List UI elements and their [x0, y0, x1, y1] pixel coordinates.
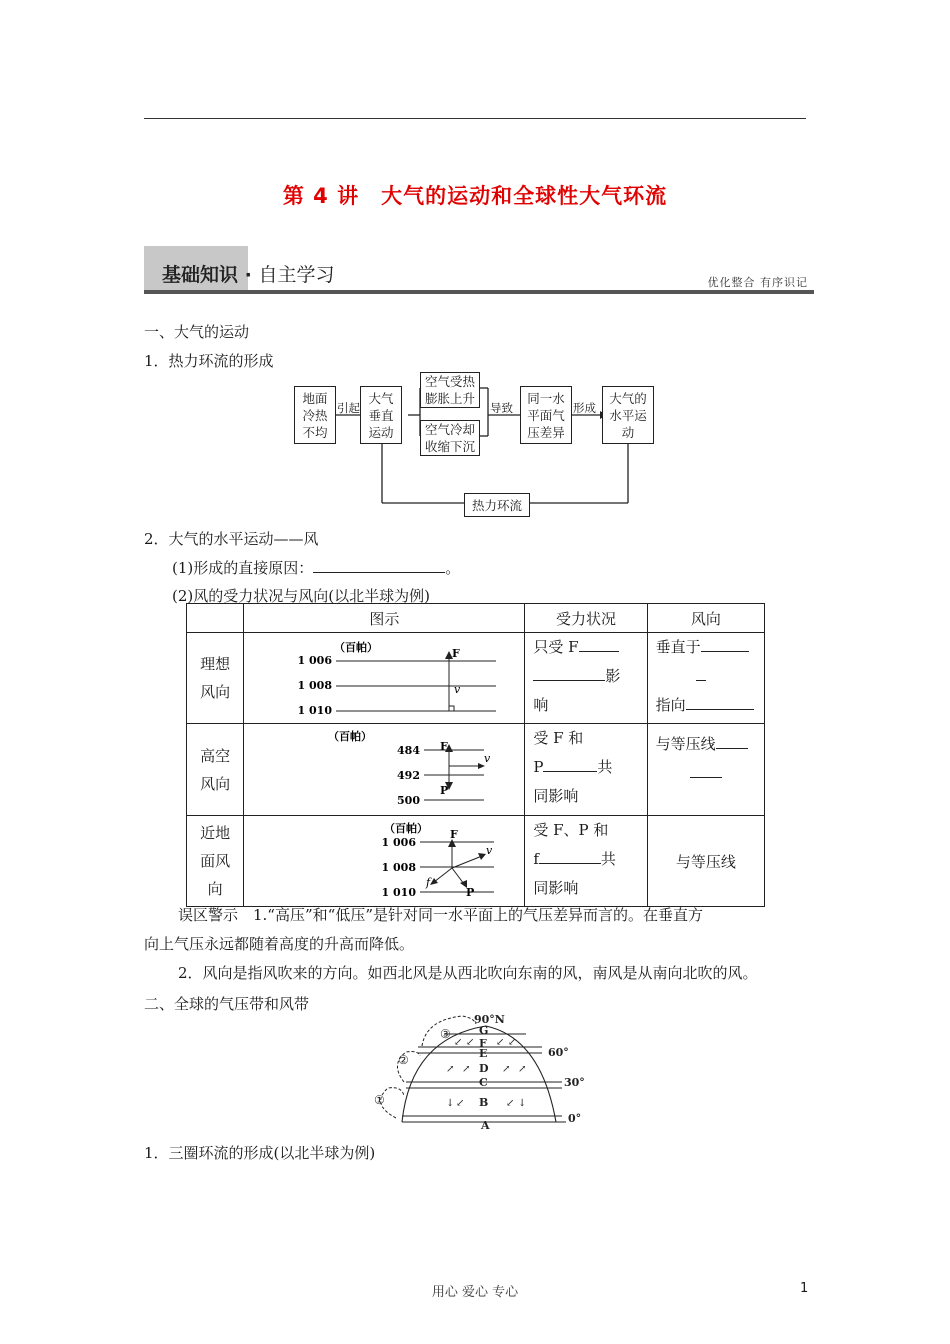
svg-text:↗: ↗ — [462, 1064, 471, 1075]
direct-cause-end: 。 — [445, 559, 461, 577]
svg-text:↙: ↙ — [456, 1098, 465, 1109]
warning-line-3: 2．风向是指风吹来的方向。如西北风是从西北吹向东南的风，南风是从南向北吹的风。 — [178, 964, 758, 982]
figure-upper-wind — [244, 724, 525, 816]
blank — [579, 637, 619, 652]
wind-force-table — [186, 603, 765, 907]
blank — [533, 666, 605, 681]
blank — [686, 695, 754, 710]
flow-box-pressure-difference: 同一水 平面气 压差异 — [520, 386, 572, 444]
fig3-label-v: v — [486, 844, 493, 857]
fig1-unit: （百帕） — [334, 641, 379, 654]
warning-line-2: 向上气压永远都随着高度的升高而降低。 — [144, 935, 415, 953]
banner-main: 基础知识 — [162, 264, 239, 286]
flow-label-lead: 导致 — [490, 401, 513, 415]
fig3-P-arrow — [452, 868, 464, 884]
fig3-v-head — [478, 853, 486, 860]
force-ideal-text3: 响 — [533, 696, 549, 714]
flow-label-form: 形成 — [573, 401, 596, 415]
flow-box-sink: 空气冷却 收缩下沉 — [420, 420, 480, 456]
row-surface-wind: 近地 面风 向 — [187, 816, 244, 907]
fig2-unit: （百帕） — [328, 730, 373, 743]
blank — [690, 763, 722, 778]
fig2-level-492: 492 — [397, 769, 421, 782]
direct-cause-label: (1)形成的直接原因： — [172, 559, 314, 577]
row-upper-wind: 高空 风向 — [187, 724, 244, 816]
flow-box-uneven-heating: 地面 冷热 不均 — [294, 386, 336, 444]
table-header-figure: 图示 — [244, 604, 525, 633]
flow-box-horizontal-motion: 大气的 水平运 动 — [602, 386, 654, 444]
fig3-unit: （百帕） — [384, 822, 429, 835]
svg-text:↙: ↙ — [496, 1037, 505, 1048]
fig2-label-F: F — [440, 740, 449, 753]
dir-ideal-text1: 垂直于 — [655, 638, 701, 656]
fig2-label-v: v — [484, 752, 491, 765]
force-upper-text3: 共 — [597, 758, 613, 776]
fig3-f-arrow — [434, 868, 452, 882]
warning-line-1: 误区警示 1.“高压”和“低压”是针对同一水平面上的气压差异而言的。在垂直方 — [178, 906, 703, 924]
row-ideal-wind: 理想 风向 — [187, 633, 244, 724]
svg-text:↙: ↙ — [466, 1037, 475, 1048]
figure-surface-wind — [244, 816, 525, 907]
svg-text:↓: ↓ — [446, 1098, 455, 1109]
force-surface — [525, 816, 647, 907]
force-ideal — [525, 633, 647, 724]
fig3-label-F: F — [450, 828, 459, 841]
belt-label-F: F — [479, 1037, 487, 1050]
svg-text:↗: ↗ — [502, 1064, 511, 1075]
page-title: 第 4 讲 大气的运动和全球性大气环流 — [282, 184, 668, 208]
table-header-direction: 风向 — [647, 604, 764, 633]
svg-text:↗: ↗ — [446, 1064, 455, 1075]
force-surface-text3: 共 — [600, 850, 616, 868]
item-heading-three-cell: 1．三圈环流的形成(以北半球为例) — [144, 1144, 376, 1162]
lat-30: 30° — [564, 1076, 585, 1089]
fig1-label-F: F — [452, 647, 461, 660]
fig1-label-v: v — [454, 683, 461, 696]
surface-wind-diagram — [244, 816, 524, 902]
belt-label-G: G — [479, 1024, 489, 1037]
item-heading-wind: 2．大气的水平运动——风 — [144, 530, 319, 548]
svg-text:↗: ↗ — [518, 1064, 527, 1075]
pressure-belt-diagram — [366, 1008, 596, 1130]
fig3-level-1010: 1 010 — [381, 886, 417, 899]
svg-text:↓: ↓ — [518, 1098, 527, 1109]
banner-sub: 自主学习 — [258, 264, 335, 286]
blank — [543, 757, 597, 772]
section-heading-2: 二、全球的气压带和风带 — [144, 995, 310, 1013]
upper-wind-diagram — [244, 724, 524, 811]
blank — [701, 637, 749, 652]
flow-box-rise: 空气受热 膨胀上升 — [420, 372, 480, 408]
ideal-wind-diagram — [244, 633, 524, 719]
lat-0: 0° — [568, 1112, 582, 1125]
belt-label-E: E — [479, 1047, 488, 1060]
banner-title — [162, 260, 334, 287]
lat-90N: 90°N — [474, 1013, 505, 1026]
cell-1-label: ① — [374, 1093, 385, 1107]
force-upper-text2: P — [533, 758, 544, 776]
dir-upper-text1: 与等压线 — [655, 735, 716, 753]
flow-box-vertical-motion: 大气 垂直 运动 — [360, 386, 402, 444]
fig3-level-1006: 1 006 — [381, 836, 417, 849]
fig2-label-P: P — [440, 784, 449, 797]
force-surface-text2: f — [533, 850, 539, 868]
flow-box-thermal-circulation: 热力环流 — [464, 493, 530, 517]
direct-cause-line — [172, 557, 460, 578]
svg-text:↙: ↙ — [508, 1037, 517, 1048]
blank — [716, 734, 748, 749]
fig1-level-1008: 1 008 — [297, 679, 333, 692]
cell-3-label: ③ — [440, 1027, 451, 1041]
fig1-level-1010: 1 010 — [297, 704, 333, 717]
force-wind-heading: (2)风的受力状况与风向(以北半球为例) — [172, 587, 430, 605]
svg-text:↙: ↙ — [454, 1037, 463, 1048]
table-header-force: 受力状况 — [525, 604, 647, 633]
direction-ideal — [647, 633, 764, 724]
force-upper — [525, 724, 647, 816]
force-upper-text4: 同影响 — [533, 787, 579, 805]
fig3-label-P: P — [466, 886, 475, 899]
banner-dot: · — [238, 264, 259, 286]
banner-bar — [144, 290, 814, 294]
header-rule — [144, 118, 806, 119]
force-ideal-text1: 只受 F — [533, 638, 579, 656]
belt-label-B: B — [479, 1096, 489, 1109]
belt-label-D: D — [479, 1062, 489, 1075]
table-header-blank — [187, 604, 244, 633]
force-surface-text4: 同影响 — [533, 879, 579, 897]
page-footer: 用心 爱心 专心 — [431, 1285, 519, 1300]
belt-label-C: C — [479, 1076, 488, 1089]
fig3-level-1008: 1 008 — [381, 861, 417, 874]
blank — [539, 849, 601, 864]
fig3-f-head — [430, 878, 438, 885]
fig1-level-1006: 1 006 — [297, 654, 333, 667]
force-ideal-text2: 影 — [605, 667, 621, 685]
section-banner — [144, 246, 814, 294]
cell-2-label: ② — [398, 1053, 409, 1067]
dir-ideal-text3: 指向 — [655, 696, 686, 714]
svg-text:↙: ↙ — [506, 1098, 515, 1109]
page-number: 1 — [800, 1281, 809, 1296]
direction-upper — [647, 724, 764, 816]
fig2-level-484: 484 — [397, 744, 421, 757]
fig2-level-500: 500 — [397, 794, 421, 807]
figure-ideal-wind — [244, 633, 525, 724]
fig3-label-f: f — [426, 876, 431, 889]
force-upper-text1: 受 F 和 — [533, 729, 584, 747]
flow-label-cause: 引起 — [337, 401, 360, 415]
force-surface-text1: 受 F、P 和 — [533, 821, 609, 839]
item-heading: 1．热力环流的形成 — [144, 352, 274, 370]
blank — [696, 666, 706, 681]
section-heading-1: 一、大气的运动 — [144, 323, 250, 341]
lat-60: 60° — [548, 1046, 569, 1059]
belt-label-A: A — [481, 1119, 490, 1130]
fig3-v-arrow — [452, 856, 482, 868]
banner-right: 优化整合 有序识记 — [707, 276, 808, 289]
direction-surface: 与等压线 — [647, 816, 764, 907]
answer-blank — [313, 558, 445, 573]
